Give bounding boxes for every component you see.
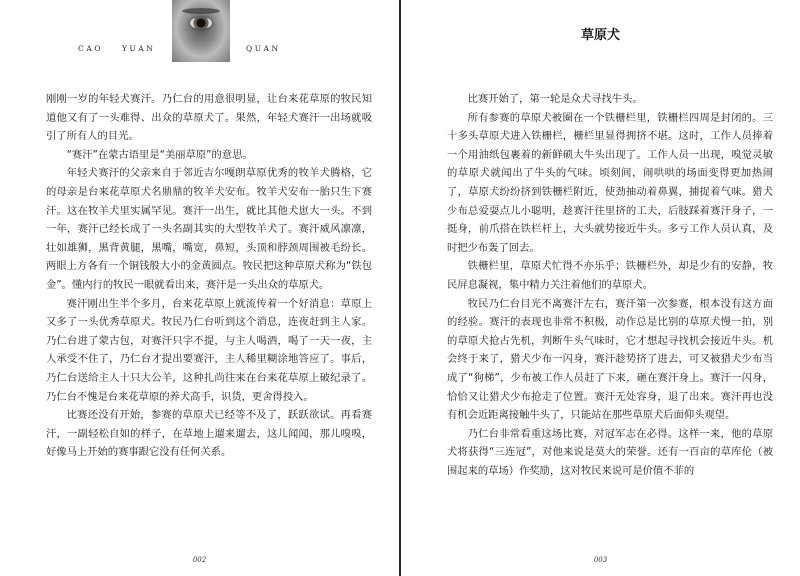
paragraph: 所有参赛的草原犬被圈在一个铁栅栏里，铁栅栏四周是封闭的。三十多头草原犬进入铁栅栏，栅栏里显得拥挤不堪。这时，工作人员捧着一个用油纸包裹着的新鲜硕大牛头出现了。工作人员一出现，嗅觉灵敏的草原犬就闻出了牛头的气味。顷刻间，闹哄哄的场面变得更加热闹了，草原犬纷纷挤到铁栅栏附近，使劲抽动着鼻翼，捕捉着气味。猎犬少布总爱耍点儿小聪明，趁赛汗往里挤的工夫，后肢踩着赛汗身子，一挺身，前爪搭在铁栏杆上，大头就势接近牛头。多亏工作人员认真，及时把少布轰了回去。 — [447, 111, 773, 254]
chapter-title: 草原犬 — [580, 28, 620, 43]
left-page — [0, 0, 399, 576]
paragraph: 铁栅栏里，草原犬忙得不亦乐乎；铁栅栏外，却是少有的安静，牧民屏息凝视，集中精力关注着他们的草原犬。 — [447, 260, 773, 291]
running-title-word: YUAN — [122, 44, 156, 53]
running-title-word: QUAN — [246, 44, 281, 53]
paragraph: 刚刚一岁的年轻犬赛汗。乃仁台的用意很明显，让台来花草原的牧民知道他又有了一头难得、出众的草原犬了。果然，年轻犬赛汗一出场就吸引了所有人的目光。 — [46, 93, 372, 143]
paragraph: 比赛开始了，第一轮是众犬寻找牛头。 — [467, 93, 643, 105]
paragraph: 乃仁台非常看重这场比赛，对冠军志在必得。这样一来，他的草原犬将获得“三连冠”，对他来说是莫大的荣誉。还有一百亩的草库伦（被围起来的草场）作奖励，这对牧民来说可是价值不菲的 — [447, 427, 773, 477]
eye-icon — [190, 17, 212, 29]
paragraph: 牧民乃仁台目光不离赛汗左右，赛汗第一次参赛，根本没有这方面的经验。赛汗的表现也非常不积极，动作总是比别的草原犬慢一拍，别的草原犬抢占先机，判断牛头气味时，它才想起寻找机会接近牛头。机会终于来了，猎犬少布一闪身，赛汗趁势挤了进去，可又被猎犬少布当成了“狗梯”，少布被工作人员赶了下来，砸在赛汗身上。赛汗一闪身，恰恰又让猎犬少布抢走了位置。赛汗无处容身，退了出来。赛汗再也没有机会近距离接触牛头了，只能站在那些草原犬后面仰头观望。 — [447, 297, 773, 422]
paragraph: “赛汗”在蒙古语里是“美丽草原”的意思。 — [66, 148, 253, 161]
paragraph: 比赛还没有开始，参赛的草原犬已经等不及了，跃跃欲试。再看赛汗，一副轻松自如的样子，在草地上遛来遛去，这儿闻闻，那儿嗅嗅，好像马上开始的赛事跟它没有任何关系。 — [46, 409, 372, 459]
right-body-text — [447, 90, 773, 480]
brow-shape — [182, 8, 220, 14]
left-body-text — [46, 90, 372, 462]
page-number: 002 — [192, 556, 207, 564]
paragraph: 赛汗刚出生半个多月，台来花草原上就流传着一个好消息：草原上又多了一头优秀草原犬。牧民乃仁台听到这个消息，连夜赶到主人家。乃仁台进了蒙古包，对赛汗只字不提，与主人喝酒，喝了一天一夜，主人承受不住了，乃仁台才提出要赛汗，主人稀里糊涂地答应了。事后，乃仁台送给主人十只大公羊，这种扎尚往来在台来花草原上破纪录了。乃仁台不愧是台来花草原的养犬高手，识货，更舍得投入。 — [46, 297, 372, 403]
eye-photo-image — [172, 0, 230, 62]
paragraph: 年轻犬赛汗的父亲来自于邻近吉尔嘎朗草原优秀的牧羊犬腾格，它的母亲是台来花草原犬名鼎鼎的牧羊犬安布。牧羊犬安布一胎只生下赛汗。这在牧羊犬里实属罕见。赛汗一出生，就比其他犬崽大一头。不到一年，赛汗已经长成了一头名副其实的大型牧羊犬了。赛汗威风凛凛，壮如雄狮，黑背黄腿，黑嘴，嘴宽，鼻短，头顶和脖颈周围被毛纷长。两眼上方各有一个铜钱般大小的金黄圆点。牧民把这种草原犬称为“铁包金”。懂内行的牧民一眼就看出来，赛汗是一头出众的草原犬。 — [46, 167, 372, 291]
right-page — [401, 0, 800, 576]
page-number: 003 — [593, 556, 608, 564]
running-title-word: CAO — [78, 44, 104, 53]
